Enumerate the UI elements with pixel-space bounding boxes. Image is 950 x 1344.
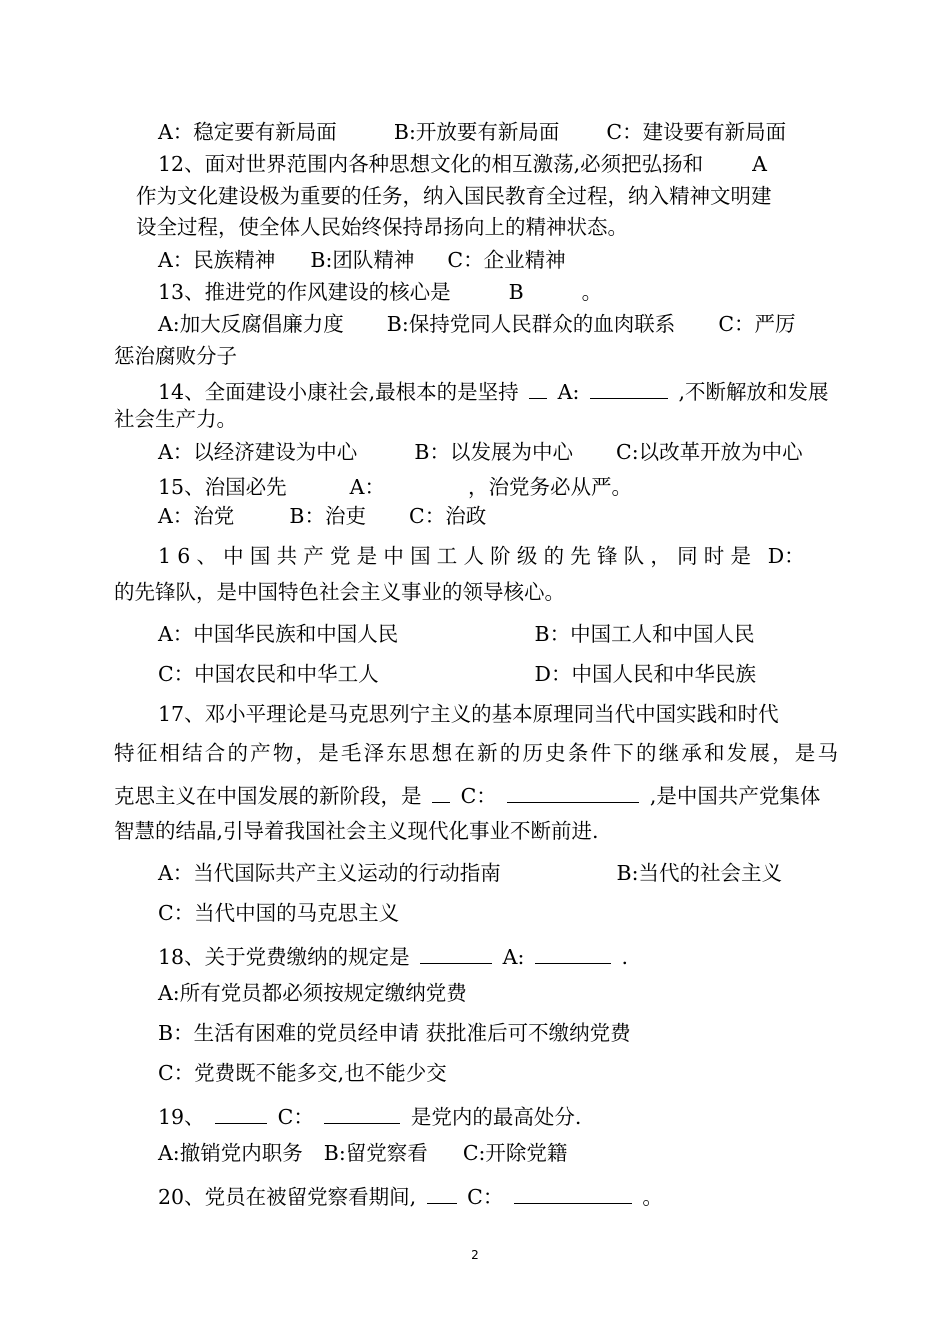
question-end: . [621, 945, 628, 969]
answer-blank-2 [507, 778, 639, 803]
q14-options [158, 438, 803, 466]
question-end: 。 [581, 280, 603, 304]
question-cont: ,是中国共产党集体 [649, 784, 821, 808]
q19-options [158, 1139, 567, 1167]
option-b: B:开放要有新局面 [393, 120, 560, 144]
question-end: ，治党务必从严。 [468, 475, 633, 499]
q20-line-1 [158, 1179, 663, 1207]
q13-options-cont: 惩治腐败分子 [114, 344, 237, 368]
q13-line-1 [158, 278, 602, 306]
option-b: B:团队精神 [310, 248, 415, 272]
answer-blank-1 [215, 1099, 267, 1124]
option-c: C：严厉 [718, 312, 796, 336]
option-a: A：以经济建设为中心 [158, 440, 358, 464]
page-number: 2 [471, 1248, 479, 1262]
answer-blank-2 [590, 374, 668, 399]
answer-blank-1 [529, 374, 547, 399]
option-a: A：治党 [158, 504, 235, 528]
question-text: 18、关于党费缴纳的规定是 [158, 945, 410, 969]
answer: A: [557, 380, 580, 404]
answer: A [752, 152, 767, 176]
answer: A： [349, 475, 385, 499]
answer-blank [767, 542, 805, 568]
option-b: B：治吏 [289, 504, 366, 528]
answer: C： [277, 1105, 314, 1129]
option-a: A：民族精神 [158, 248, 276, 272]
answer: A: [502, 945, 525, 969]
q12-line-3: 设全过程，使全体人民始终保持昂扬向上的精神状态。 [136, 215, 628, 239]
answer: D： [767, 544, 805, 568]
question-end: 是党内的最高处分. [410, 1105, 582, 1129]
q18-option-a: A:所有党员都必须按规定缴纳党费 [158, 981, 467, 1005]
q14-line-2: 社会生产力。 [114, 407, 237, 431]
answer: C： [467, 1185, 504, 1209]
option-c: C：治政 [409, 504, 487, 528]
answer-blank-1 [420, 939, 492, 964]
q15-options [158, 502, 486, 530]
answer-blank-1 [432, 778, 450, 803]
q16-line-2: 的先锋队，是中国特色社会主义事业的领导核心。 [114, 580, 565, 604]
q16-line-1 [158, 542, 838, 570]
q11-options [158, 118, 786, 146]
q17-line-3 [114, 778, 820, 806]
option-d: D：中国人民和中华民族 [534, 662, 756, 686]
option-c: C:以改革开放为中心 [616, 440, 803, 464]
answer-blank-2 [514, 1179, 632, 1204]
option-b: B:保持党同人民群众的血肉联系 [386, 312, 676, 336]
answer-blank-1 [427, 1179, 457, 1204]
question-end: ,不断解放和发展 [678, 380, 829, 404]
option-c: C:开除党籍 [462, 1141, 568, 1165]
q12-line-2: 作为文化建设极为重要的任务，纳入国民教育全过程，纳入精神文明建 [136, 184, 772, 208]
q15-line-1 [158, 470, 632, 498]
option-a: A：稳定要有新局面 [158, 120, 337, 144]
q13-options [158, 310, 796, 338]
answer-blank [396, 470, 458, 494]
question-text: 14、全面建设小康社会,最根本的是坚持 [158, 380, 519, 404]
option-c: C：建设要有新局面 [606, 120, 787, 144]
q18-line-1 [158, 939, 628, 967]
answer-blank-2 [535, 939, 611, 964]
answer-blank-2 [324, 1099, 400, 1124]
answer-blank [461, 278, 571, 302]
q12-options [158, 246, 566, 274]
option-b: B：以发展为中心 [414, 440, 573, 464]
option-c: C：中国农民和中华工人 [158, 662, 379, 686]
question-end: 。 [642, 1185, 663, 1209]
question-text: 20、党员在被留党察看期间, [158, 1185, 417, 1209]
q16-options-ab [158, 620, 755, 648]
option-b: B：中国工人和中国人民 [534, 622, 755, 646]
option-a: A:加大反腐倡廉力度 [158, 312, 344, 336]
answer: C： [460, 784, 497, 808]
q12-line-1 [158, 150, 767, 178]
q14-line-1 [158, 374, 828, 402]
option-a: A：中国华民族和中国人民 [158, 622, 399, 646]
question-text: 15、治国必先 [158, 475, 287, 499]
question-text: 12、面对世界范围内各种思想文化的相互激荡,必须把弘扬和 [158, 152, 704, 176]
question-text: 16、中国共产党是中国工人阶级的先锋队，同时是 [158, 544, 758, 568]
q17-option-c: C：当代中国的马克思主义 [158, 901, 400, 925]
question-text: 13、推进党的作风建设的核心是 [158, 280, 451, 304]
q18-option-b: B：生活有困难的党员经申请 获批准后可不缴纳党费 [158, 1021, 631, 1045]
answer: B [508, 280, 524, 304]
q16-options-cd [158, 660, 756, 688]
option-b: B:当代的社会主义 [616, 861, 783, 885]
question-text: 克思主义在中国发展的新阶段，是 [114, 784, 422, 808]
q17-options-ab [158, 859, 782, 887]
option-b: B:留党察看 [323, 1141, 428, 1165]
option-c: C：企业精神 [447, 248, 566, 272]
question-text: 19、 [158, 1105, 205, 1129]
q17-line-4: 智慧的结晶,引导着我国社会主义现代化事业不断前进. [114, 819, 599, 843]
q18-option-c: C：党费既不能多交,也不能少交 [158, 1061, 447, 1085]
q17-line-1: 17、邓小平理论是马克思列宁主义的基本原理同当代中国实践和时代 [158, 702, 779, 726]
option-a: A：当代国际共产主义运动的行动指南 [158, 861, 501, 885]
q19-line-1 [158, 1099, 581, 1127]
option-a: A:撤销党内职务 [158, 1141, 303, 1165]
q17-line-2: 特征相结合的产物，是毛泽东思想在新的历史条件下的继承和发展，是马 [114, 741, 838, 765]
